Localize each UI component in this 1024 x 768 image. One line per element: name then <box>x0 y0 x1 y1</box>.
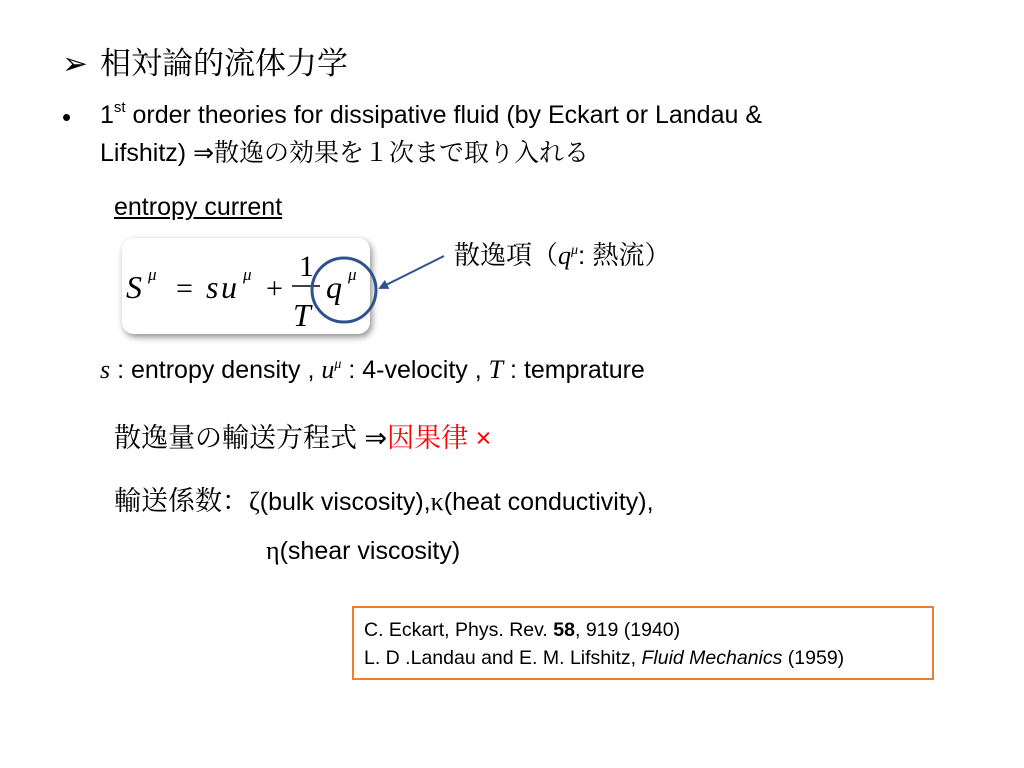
eq-q-mu: μ <box>348 265 357 284</box>
ref1-volume: 58 <box>553 619 575 641</box>
def-T-text: : temprature <box>503 356 645 384</box>
shear-viscosity-text: (shear viscosity) <box>279 537 461 565</box>
ref2-pre: L. D .Landau and E. M. Lifshitz, <box>364 647 642 669</box>
references-box <box>352 606 934 680</box>
transport-coefficients-label: 輸送係数： <box>114 486 249 516</box>
bulk-viscosity-text: (bulk viscosity), <box>259 488 431 516</box>
annotation-q: q <box>558 241 572 270</box>
eq-u: u <box>221 269 237 305</box>
eta-symbol: η <box>266 536 280 565</box>
eq-S: S <box>126 269 142 305</box>
def-u-var <box>321 355 341 384</box>
entropy-current-label: entropy current <box>114 193 283 221</box>
eq-u-mu: μ <box>243 265 252 284</box>
order-number: 1 <box>100 101 114 129</box>
eq-plus: + <box>266 272 283 305</box>
def-s-var: s <box>100 355 111 384</box>
def-u-text: : 4-velocity , <box>341 356 489 384</box>
ref1-pre: C. Eckart, Phys. Rev. <box>364 619 554 641</box>
eq-q: q <box>326 269 342 305</box>
transport-equation-line <box>114 418 491 458</box>
arrow-bullet-icon: ➢ <box>62 46 88 81</box>
ref2-post: (1959) <box>782 647 845 669</box>
bullet-dot-icon: • <box>62 102 72 132</box>
bullet-line-2: Lifshitz) ⇒散逸の効果を１次まで取り入れる <box>100 139 590 167</box>
dissipation-term-annotation <box>454 236 671 275</box>
shear-viscosity-line <box>266 532 460 570</box>
causality-violation-text: 因果律 × <box>387 423 492 453</box>
annotation-mu: μ <box>571 243 579 258</box>
def-u: u <box>321 355 335 384</box>
annotation-post: : 熱流） <box>578 240 671 270</box>
reference-eckart <box>364 616 922 644</box>
eq-denominator: T <box>293 297 311 333</box>
bullet-line-1-text: order theories for dissipative fluid (by Eckart or Landau & <box>125 101 763 129</box>
def-T-var: T <box>488 355 504 384</box>
highlight-circle <box>312 258 376 322</box>
order-suffix: st <box>113 99 126 116</box>
annotation-pre: 散逸項（ <box>454 240 559 270</box>
def-s-text: : entropy density , <box>110 356 322 384</box>
eq-numerator: 1 <box>299 250 314 283</box>
ref1-post: , 919 (1940) <box>574 619 681 641</box>
annotation-var <box>558 241 578 270</box>
def-u-mu: μ <box>334 357 342 372</box>
zeta-symbol: ζ <box>249 487 260 516</box>
variable-definitions <box>100 352 645 388</box>
reference-landau <box>364 644 922 672</box>
slide-title-text: 相対論的流体力学 <box>100 46 348 81</box>
ref2-book-title: Fluid Mechanics <box>641 647 783 669</box>
eq-S-mu: μ <box>148 265 157 284</box>
heat-conductivity-text: (heat conductivity), <box>443 488 654 516</box>
annotation-arrow <box>380 256 444 288</box>
kappa-symbol: κ <box>430 487 444 516</box>
transport-equation-text: 散逸量の輸送方程式 ⇒ <box>114 423 388 453</box>
eq-equals: = <box>176 272 193 305</box>
transport-coefficients-line <box>114 482 654 521</box>
eq-s: s <box>206 269 219 305</box>
